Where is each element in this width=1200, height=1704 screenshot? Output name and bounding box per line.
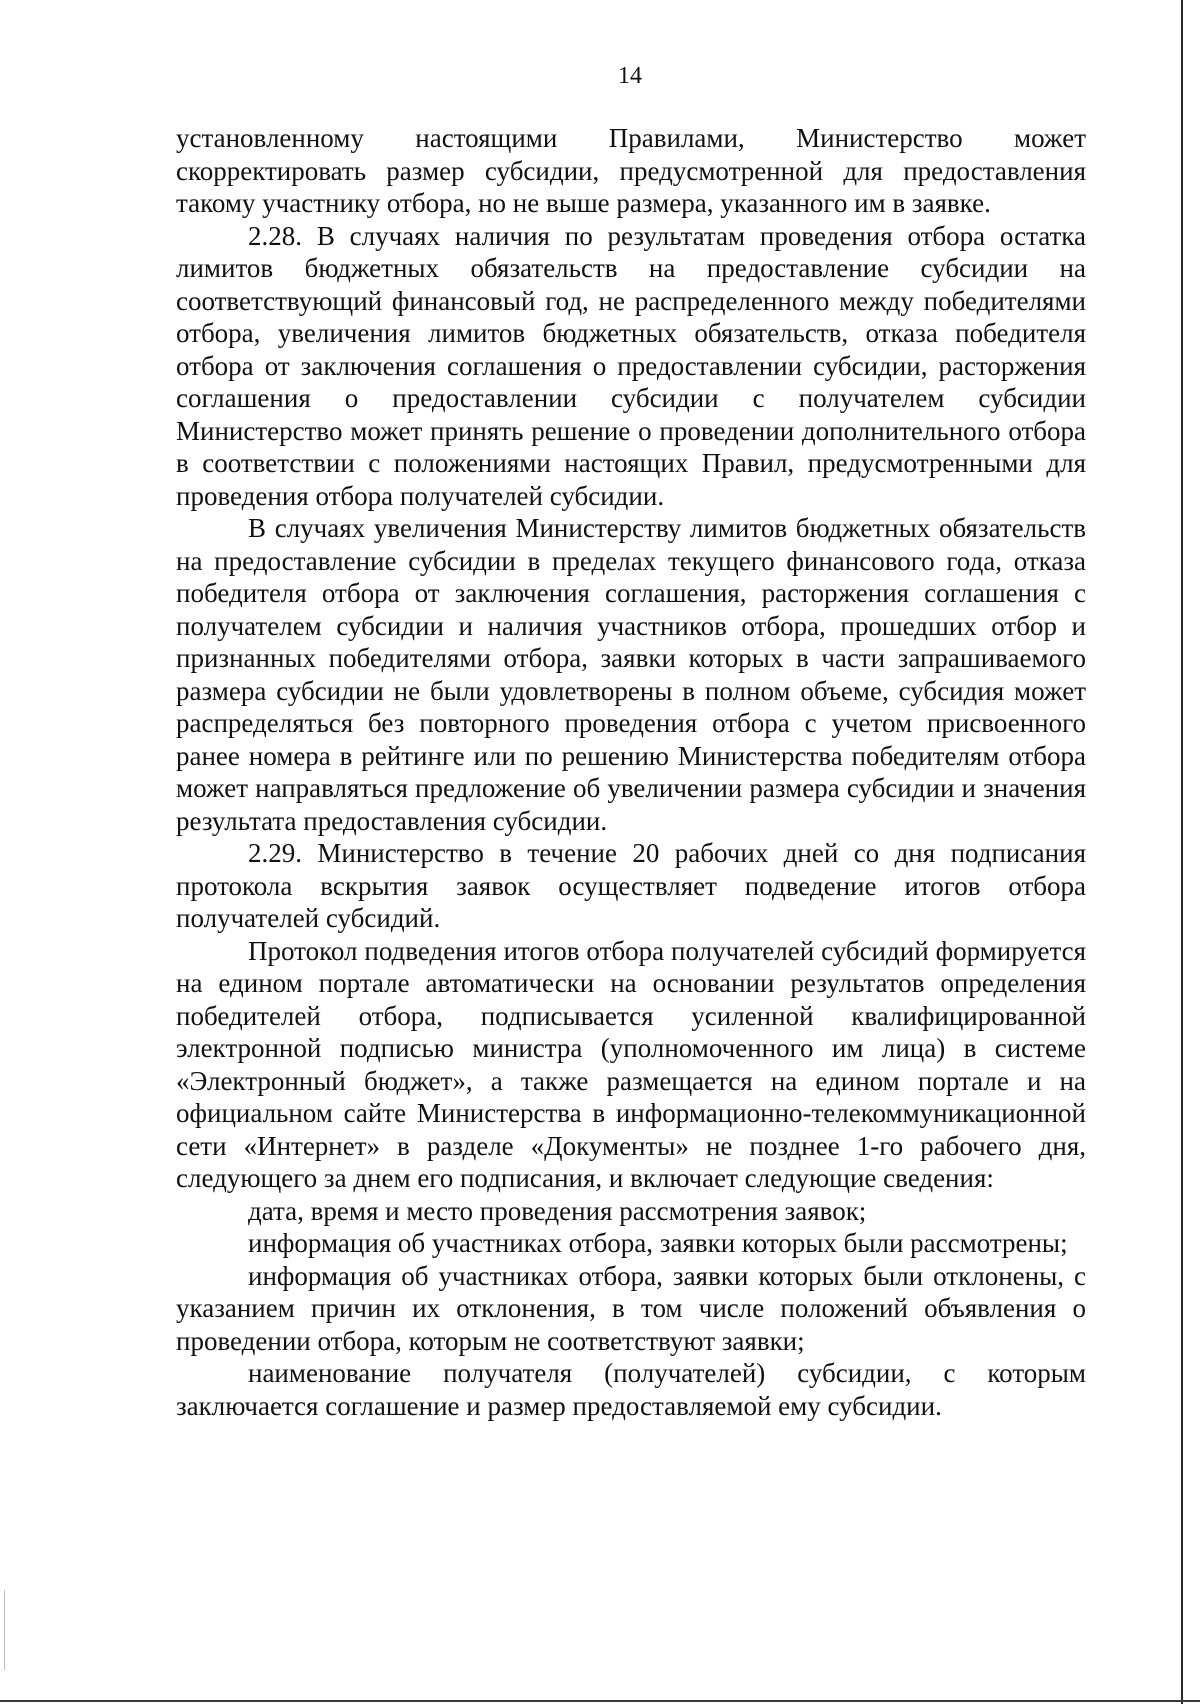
paragraph-protocol: Протокол подведения итогов отбора получателей субсидий формируется на едином портале автоматически на основании результатов определения победителей отбора, подписывается усиленной квалифицированной электронной подписью министра (уполномоченного им лица) в системе «Электронный бюджет», а также размещается на едином портале и на официальном сайте Министерства в информационно-телекоммуникационной сети «Интернет» в разделе «Документы» не позднее 1-го рабочего дня, следующего за днем его подписания, и включает следующие сведения: [176, 935, 1086, 1193]
paragraph-2-29: 2.29. Министерство в течение 20 рабочих дней со дня подписания протокола вскрытия заявок осуществляет подведение итогов отбора получателей субсидий. [176, 838, 1086, 933]
list-item-rejected-participants: информация об участниках отбора, заявки которых были отклонены, с указанием причин их отклонения, в том числе положений объявления о проведении отбора, которым не соответствуют заявки; [176, 1260, 1086, 1356]
paragraph-2-28: 2.28. В случаях наличия по результатам проведения отбора остатка лимитов бюджетных обязательств на предоставление субсидии на соответствующий финансовый год, не распределенного между победителями отбора, увеличения лимитов бюджетных обязательств, отказа победителя отбора от заключения соглашения о предоставлении субсидии, расторжения соглашения о предоставлении субсидии с получателем субсидии Министерство может принять решение о проведении дополнительного отбора в соответствии с положениями настоящих Правил, предусмотренными для проведения отбора получателей субсидии. [176, 220, 1086, 511]
list-item-reviewed-participants: информация об участниках отбора, заявки которых были рассмотрены; [248, 1228, 1068, 1258]
scan-edge-bottom [0, 1700, 1200, 1702]
list-item-date-time-place: дата, время и место проведения рассмотрения заявок; [248, 1195, 867, 1226]
page-number: 14 [618, 63, 642, 89]
list-item-recipient-name: наименование получателя (получателей) субсидии, с которым заключается соглашение и размер предоставляемой ему субсидии. [176, 1358, 1086, 1421]
scan-edge-right [1181, 0, 1183, 1704]
scan-edge-mark [4, 1590, 5, 1670]
body-text [176, 122, 1086, 1422]
paragraph-limits-increase: В случаях увеличения Министерству лимитов бюджетных обязательств на предоставление субсидии в пределах текущего финансового года, отказа победителя отбора от заключения соглашения, расторжения соглашения с получателем субсидии и наличия участников отбора, прошедших отбор и признанных победителями отбора, заявки которых в части запрашиваемого размера субсидии не были удовлетворены в полном объеме, субсидия может распределяться без повторного проведения отбора с учетом присвоенного ранее номера в рейтинге или по решению Министерства победителям отбора может направляться предложение об увеличении размера субсидии и значения результата предоставления субсидии. [176, 513, 1086, 836]
paragraph-continuation: установленному настоящими Правилами, Министерство может скорректировать размер субсидии, предусмотренной для предоставления такому участнику отбора, но не выше размера, указанного им в заявке. [176, 123, 1086, 218]
